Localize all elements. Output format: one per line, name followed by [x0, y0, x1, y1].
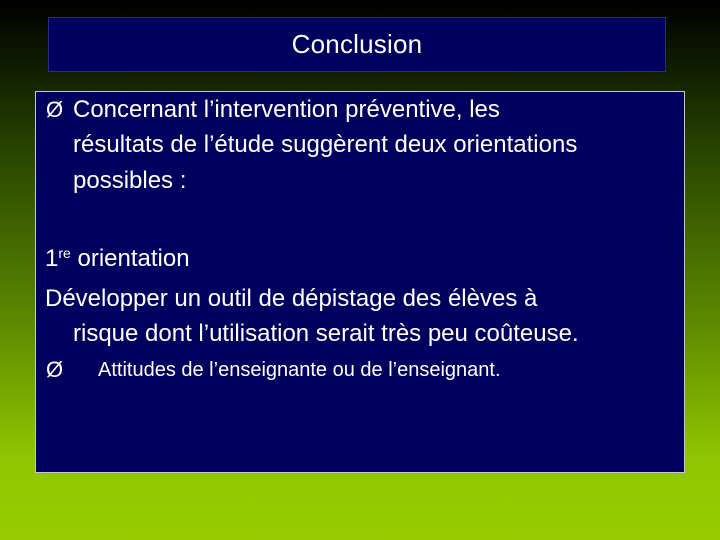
- orientation-heading: [45, 243, 190, 275]
- orientation-superscript: re: [58, 245, 71, 261]
- slide-title: Conclusion: [291, 29, 423, 59]
- orientation-number: 1: [45, 245, 59, 272]
- arrow-bullet-icon: Ø: [46, 97, 64, 122]
- slide-content-box: [35, 91, 685, 473]
- bullet2-text: Attitudes de l’enseignante ou de l’enseignant.: [98, 359, 501, 381]
- bullet1-line2: résultats de l’étude suggèrent deux orientations: [73, 131, 578, 158]
- arrow-bullet-icon: Ø: [46, 357, 64, 382]
- paragraph-line1: Développer un outil de dépistage des élèves à: [45, 285, 538, 312]
- bullet1-line3: possibles :: [73, 167, 187, 194]
- slide-title-box: [48, 17, 666, 72]
- paragraph-line2: risque dont l’utilisation serait très peu coûteuse.: [73, 320, 579, 347]
- orientation-label: orientation: [77, 245, 190, 272]
- bullet1-line1: Concernant l’intervention préventive, les: [73, 96, 500, 123]
